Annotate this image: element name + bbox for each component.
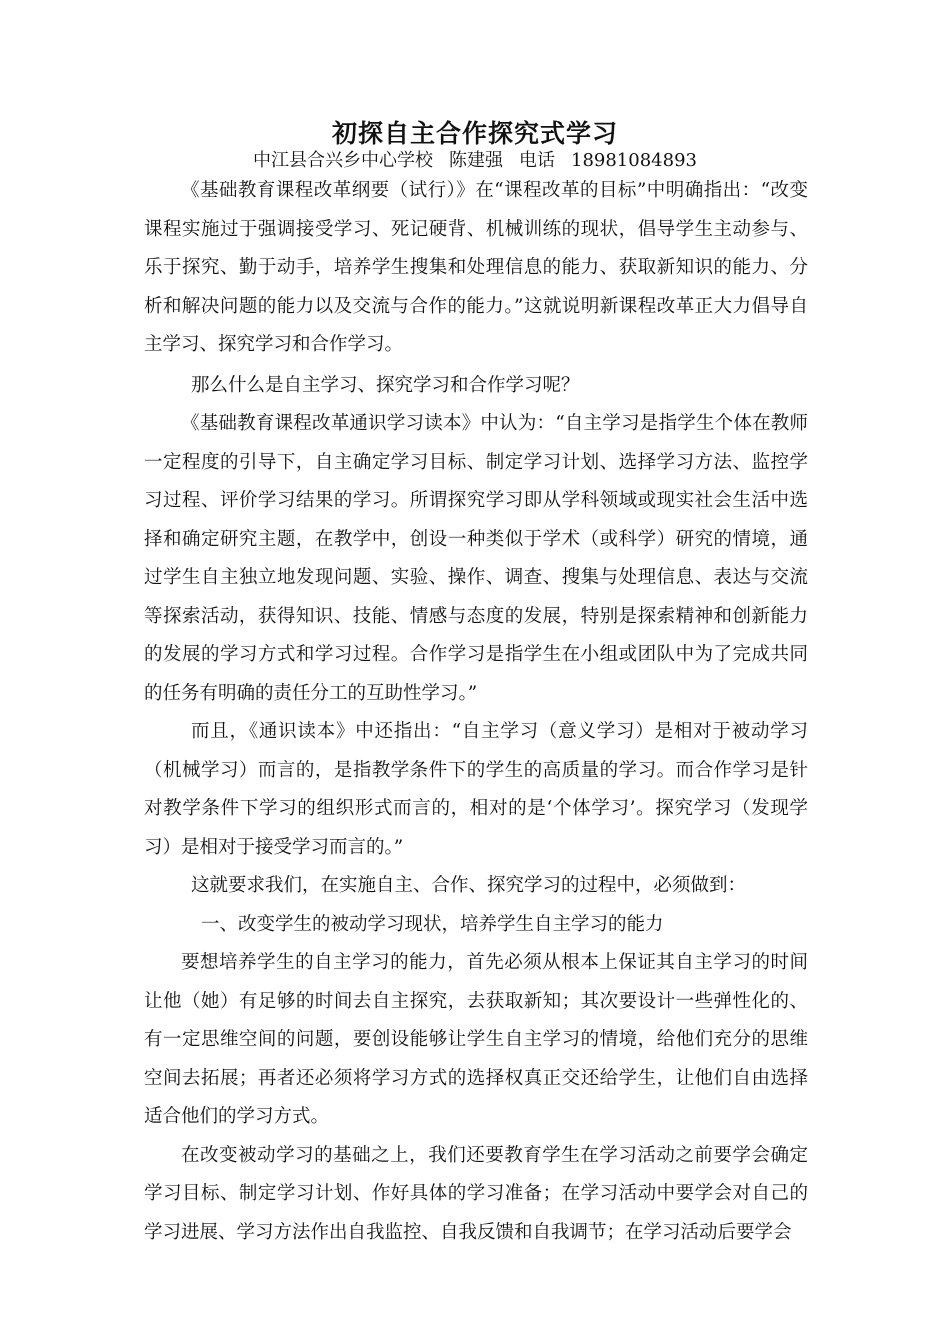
section-heading-1: 一、改变学生的被动学习现状，培养学生自主学习的能力 bbox=[201, 913, 664, 935]
author-name: 陈建强 bbox=[449, 150, 503, 171]
paragraph-autonomy: 要想培养学生的自主学习的能力，首先必须从根本上保证其自主学习的时间让他（她）有足够的时间去自主探究，去获取新知；其次要设计一些弹性化的、有一定思维空间的问题，要创设能够让学生自主学习的情境，给他们充分的思维空间去拓展；再者还必须将学习方式的选择权真正交还给学生，让他们自由选择适合他们的学习方式。 bbox=[144, 952, 808, 1127]
paragraph-question: 那么什么是自主学习、探究学习和合作学习呢？ bbox=[191, 374, 580, 396]
paragraph-curriculum-goals: 《基础教育课程改革纲要（试行）》在“课程改革的目标”中明确指出：“改变课程实施过于强调接受学习、死记硬背、机械训练的现状，倡导学生主动参与、乐于探究、勤于动手，培养学生搜集和处理信息的能力、获取新知识的能力、分析和解决问题的能力以及交流与合作的能力。”这就说明新课程改革正大力倡导自主学习、探究学习和合作学习。 bbox=[144, 180, 808, 355]
paragraph-reader-notes: 而且，《通识读本》中还指出：“自主学习（意义学习）是相对于被动学习（机械学习）而言的，是指教学条件下的学生的高质量的学习。而合作学习是针对教学条件下学习的组织形式而言的，相对的是‘个体学习’。探究学习（发现学习）是相对于接受学习而言的。” bbox=[144, 721, 808, 858]
author-byline bbox=[0, 148, 950, 174]
phone-label: 电话 bbox=[519, 150, 555, 171]
phone-number: 18981084893 bbox=[571, 150, 697, 171]
school-name: 中江县合兴乡中心学校 bbox=[253, 150, 433, 171]
paragraph-requirements: 这就要求我们，在实施自主、合作、探究学习的过程中，必须做到： bbox=[191, 875, 747, 896]
paragraph-self-monitoring: 在改变被动学习的基础之上，我们还要教育学生在学习活动之前要学会确定学习目标、制定学习计划、作好具体的学习准备；在学习活动中要学会对自己的学习进展、学习方法作出自我监控、自我反馈和自我调节；在学习活动后要学会 bbox=[144, 1144, 808, 1243]
document-body bbox=[144, 172, 808, 1252]
paragraph-definitions: 《基础教育课程改革通识学习读本》中认为：“自主学习是指学生个体在教师一定程度的引导下，自主确定学习目标、制定学习计划、选择学习方法、监控学习过程、评价学习结果的学习。所谓探究学习即从学科领域或现实社会生活中选择和确定研究主题，在教学中，创设一种类似于学术（或科学）研究的情境，通过学生自主独立地发现问题、实验、操作、调查、搜集与处理信息、表达与交流等探索活动，获得知识、技能、情感与态度的发展，特别是探索精神和创新能力的发展的学习方式和学习过程。合作学习是指学生在小组或团队中为了完成共同的任务有明确的责任分工的互助性学习。” bbox=[144, 413, 808, 704]
document-title: 初探自主合作探究式学习 bbox=[331, 119, 618, 148]
